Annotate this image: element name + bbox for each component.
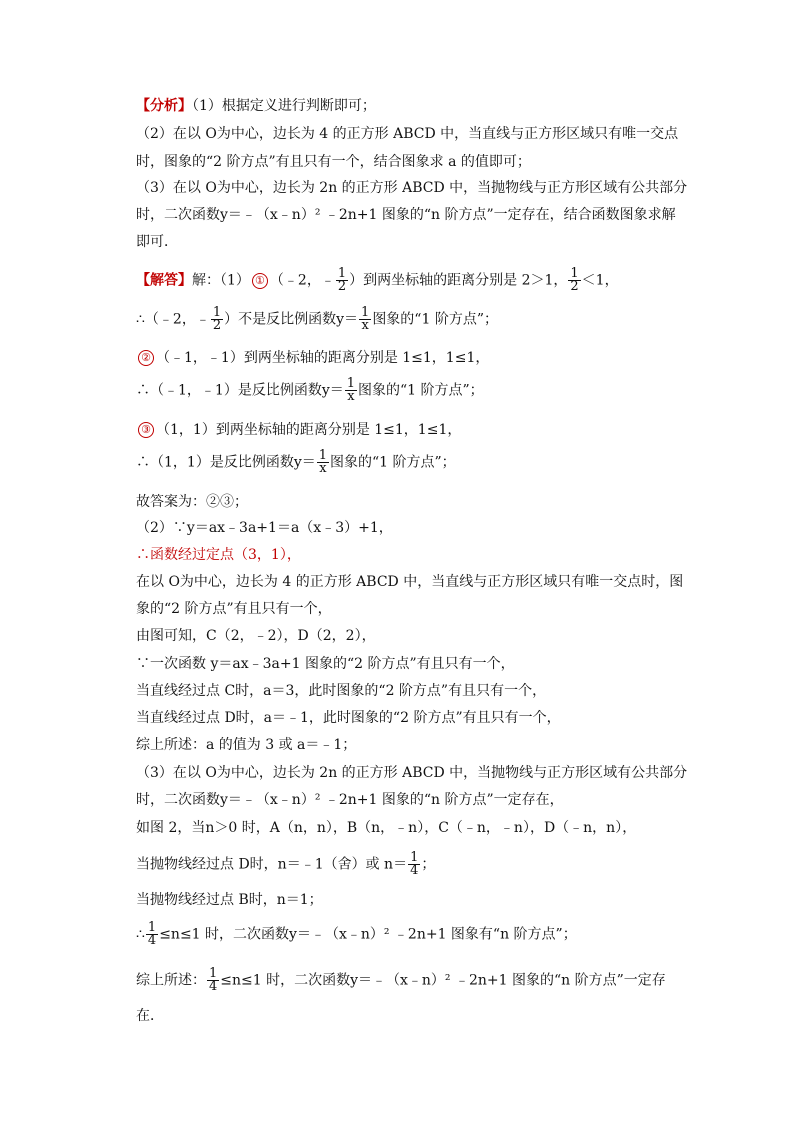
fraction-inverse-x: $\frac{1}{x}$ <box>346 376 356 404</box>
answer-line-12: 由图可知，C（2，﹣2），D（2，2）， <box>136 628 376 644</box>
analysis-tag: 【分析】 <box>136 98 192 114</box>
answer-line-14: 当直线经过点 C时，a＝3，此时图象的“2 阶方点”有且只有一个， <box>136 683 547 699</box>
fraction-quarter: $\frac{1}{4}$ <box>147 920 157 948</box>
answer-line-8: （2）∵y＝ax﹣3a+1＝a（x﹣3）+1， <box>136 520 393 536</box>
answer-line-4: ∴（﹣1，﹣1）是反比例函数y＝ $\frac{1}{x}$ 图象的“1 阶方点”； <box>136 376 484 404</box>
answer-line-2: ∴（﹣2，﹣ $\frac{1}{2}$ ）不是反比例函数y＝ $\frac{1}{x}$ 图象的“1 阶方点”； <box>136 305 498 333</box>
answer-line-1: 【解答】解：（1） ① （﹣2，﹣ $\frac{1}{2}$ ）到两坐标轴的距离分别是 2＞1， $\frac{1}{2}$ ＜1， <box>136 266 619 294</box>
answer-line-16: 综上所述：a 的值为 3 或 a＝﹣1； <box>136 737 357 753</box>
analysis-line-5: 时，二次函数y＝﹣（x﹣n）² ﹣2n+1 图象的“n 阶方点”一定存在，结合函数图象求解 <box>136 207 676 223</box>
answer-line-5: ③ （1，1）到两坐标轴的距离分别是 1≤1，1≤1， <box>136 420 461 440</box>
fraction-half: $\frac{1}{2}$ <box>337 266 347 294</box>
circled-3: ③ <box>138 422 154 438</box>
answer-line-9: ∴函数经过定点（3，1）， <box>136 547 301 563</box>
circled-1: ① <box>252 273 268 289</box>
answer-line-6: ∴（1，1）是反比例函数y＝ $\frac{1}{x}$ 图象的“1 阶方点”； <box>136 448 456 476</box>
fraction-quarter: $\frac{1}{4}$ <box>209 966 218 994</box>
fraction-inverse-x: $\frac{1}{x}$ <box>318 448 328 476</box>
answer-line-20: 当抛物线经过点 D时，n＝﹣1（舍）或 n＝ $\frac{1}{4}$ ； <box>136 850 436 878</box>
fraction-inverse-x: $\frac{1}{x}$ <box>361 305 370 333</box>
answer-line-13: ∵一次函数 y＝ax﹣3a+1 图象的“2 阶方点”有且只有一个， <box>136 656 515 672</box>
answer-line-17: （3）在以 O为中心，边长为 2n 的正方形 ABCD 中，当抛物线与正方形区域有公共部分 <box>136 765 688 781</box>
analysis-line-1: 【分析】（1）根据定义进行判断即可； <box>136 98 376 114</box>
analysis-line-4: （3）在以 O为中心，边长为 2n 的正方形 ABCD 中，当抛物线与正方形区域有公共部分 <box>136 180 688 196</box>
answer-tag: 【解答】 <box>136 272 192 289</box>
fraction-quarter: $\frac{1}{4}$ <box>410 850 419 878</box>
answer-line-24: 在． <box>136 1008 164 1024</box>
analysis-line-6: 即可． <box>136 234 178 250</box>
fraction-half: $\frac{1}{2}$ <box>570 266 579 294</box>
answer-line-18: 时，二次函数y＝﹣（x﹣n）² ﹣2n+1 图象的“n 阶方点”一定存在， <box>136 792 564 808</box>
answer-line-10: 在以 O为中心，边长为 4 的正方形 ABCD 中，当直线与正方形区域只有唯一交点时，图 <box>136 574 684 590</box>
answer-line-23: 综上所述： $\frac{1}{4}$ ≤n≤1 时，二次函数y＝﹣（x﹣n）² ﹣2n+1 图象的“n 阶方点”一定存 <box>136 966 666 994</box>
fraction-half: $\frac{1}{2}$ <box>212 305 222 333</box>
answer-line-7: 故答案为：②③； <box>136 494 248 510</box>
answer-line-21: 当抛物线经过点 B时，n＝1； <box>136 892 323 908</box>
circled-2: ② <box>138 350 154 366</box>
analysis-line-2: （2）在以 O为中心，边长为 4 的正方形 ABCD 中，当直线与正方形区域只有唯一交点 <box>136 126 679 142</box>
analysis-line-3: 时，图象的“2 阶方点”有且只有一个，结合图象求 a 的值即可； <box>136 154 531 170</box>
answer-line-19: 如图 2，当n＞0 时，A（n，n），B（n，﹣n），C（﹣n，﹣n），D（﹣n，n）， <box>136 820 637 836</box>
answer-line-15: 当直线经过点 D时，a＝﹣1，此时图象的“2 阶方点”有且只有一个， <box>136 710 561 726</box>
answer-line-22: ∴ $\frac{1}{4}$ ≤n≤1 时，二次函数y＝﹣（x﹣n）² ﹣2n+1 图象有“n 阶方点”； <box>136 920 577 948</box>
answer-line-11: 象的“2 阶方点”有且只有一个， <box>136 601 332 617</box>
answer-line-3: ② （﹣1，﹣1）到两坐标轴的距离分别是 1≤1，1≤1， <box>136 348 489 368</box>
